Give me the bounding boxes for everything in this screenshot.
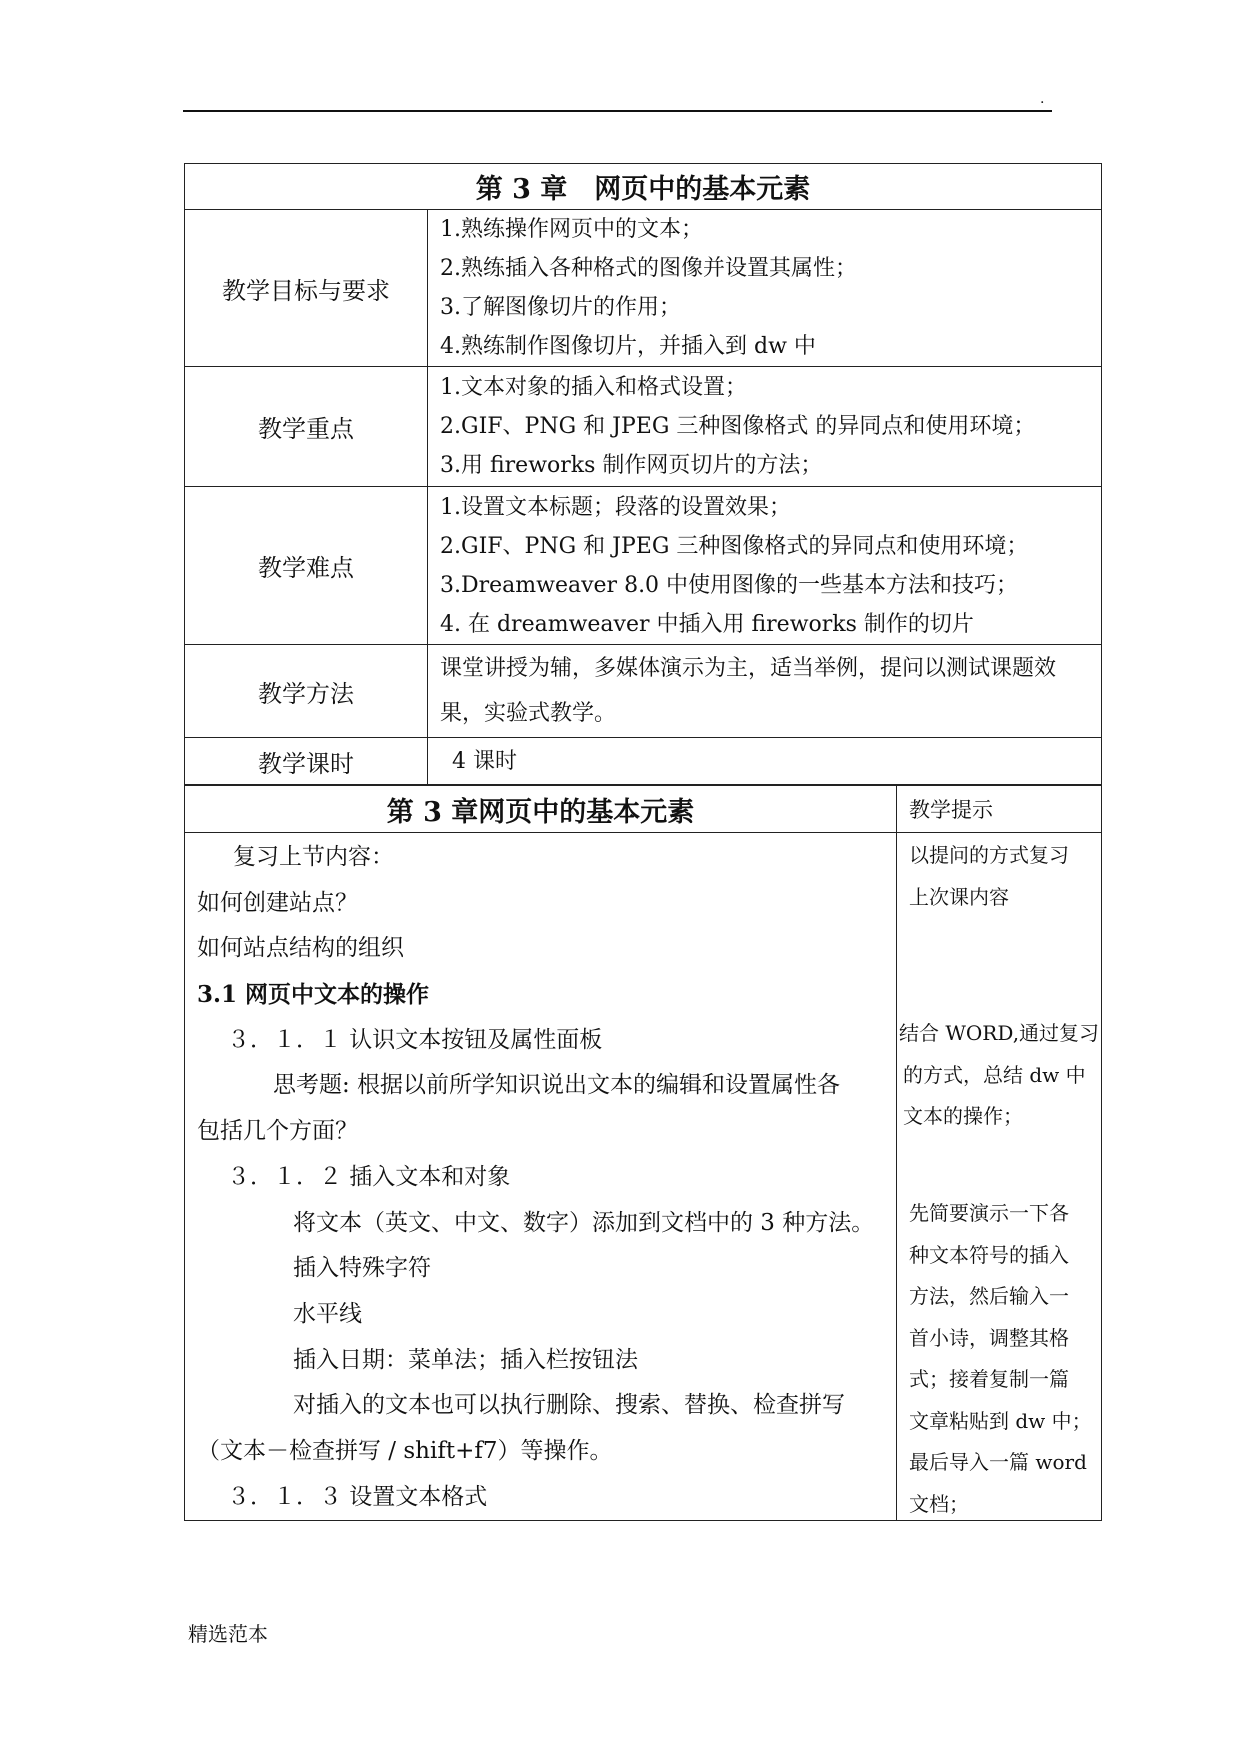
difficulties-content bbox=[428, 487, 1102, 645]
lesson-content bbox=[185, 833, 897, 1521]
list-item: 先简要演示一下各 bbox=[909, 1201, 1069, 1225]
list-item: 如何创建站点？ bbox=[197, 889, 358, 916]
hours-content bbox=[428, 738, 1102, 785]
row-label-objectives: 教学目标与要求 bbox=[185, 210, 428, 367]
list-item: 文章粘贴到 dw 中； bbox=[909, 1408, 1092, 1433]
list-item: 最后导入一篇 word bbox=[909, 1450, 1087, 1474]
list-item: 包括几个方面？ bbox=[197, 1118, 358, 1145]
course-info-table bbox=[184, 163, 1102, 785]
list-item: 2.熟练插入各种格式的图像并设置其属性； bbox=[440, 256, 857, 281]
table-row bbox=[185, 738, 1102, 785]
list-item: 将文本（英文、中文、数字）添加到文档中的 3 种方法。 bbox=[293, 1209, 875, 1236]
list-item: 对插入的文本也可以执行删除、搜索、替换、检查拼写 bbox=[293, 1392, 845, 1419]
list-item: 水平线 bbox=[293, 1300, 362, 1327]
list-item: （文本－检查拼写 / shift+f7）等操作。 bbox=[197, 1437, 613, 1464]
list-item: 复习上节内容： bbox=[233, 844, 394, 870]
list-item: 1.文本对象的插入和格式设置； bbox=[440, 375, 747, 400]
hint-block bbox=[897, 1013, 1101, 1138]
footer-text: 精选范本 bbox=[188, 1622, 268, 1646]
subsection-heading: ３．１．３ 设置文本格式 bbox=[227, 1483, 488, 1510]
chapter-title: 第 3 章 网页中的基本元素 bbox=[185, 164, 1102, 210]
list-item: 2.GIF、PNG 和 JPEG 三种图像格式 的异同点和使用环境； bbox=[440, 414, 1036, 439]
list-item: 1.熟练操作网页中的文本； bbox=[440, 217, 703, 242]
subsection-heading: ３．１．１ 认识文本按钮及属性面板 bbox=[227, 1026, 603, 1053]
list-item: 思考题: 根据以前所学知识说出文本的编辑和设置属性各 bbox=[273, 1072, 841, 1099]
lesson-title: 第 3 章网页中的基本元素 bbox=[185, 786, 897, 833]
list-item: 如何站点结构的组织 bbox=[197, 935, 404, 962]
list-item: 的方式，总结 dw 中 bbox=[903, 1062, 1086, 1087]
list-item: 种文本符号的插入 bbox=[909, 1242, 1069, 1267]
hint-header: 教学提示 bbox=[897, 786, 1102, 833]
list-item: 4. 在 dreamweaver 中插入用 fireworks 制作的切片 bbox=[440, 611, 974, 637]
list-item: 式；接着复制一篇 bbox=[909, 1367, 1069, 1391]
header-rule bbox=[183, 110, 1052, 112]
list-item: 以提问的方式复习 bbox=[909, 843, 1069, 867]
list-item: 文本的操作； bbox=[903, 1104, 1023, 1128]
table-row bbox=[185, 487, 1102, 645]
list-item: 4.熟练制作图像切片，并插入到 dw 中 bbox=[440, 334, 816, 359]
list-item: 结合 WORD,通过复习 bbox=[899, 1021, 1100, 1045]
subsection-heading: ３．１．２ 插入文本和对象 bbox=[227, 1163, 511, 1190]
lesson-table bbox=[184, 785, 1102, 1521]
list-item: 2.GIF、PNG 和 JPEG 三种图像格式的异同点和使用环境； bbox=[440, 533, 1029, 559]
list-item: 首小诗，调整其格 bbox=[909, 1325, 1069, 1350]
row-label-difficulties: 教学难点 bbox=[185, 487, 428, 645]
method-content bbox=[428, 645, 1102, 738]
list-item: 3.了解图像切片的作用； bbox=[440, 295, 681, 320]
row-label-method: 教学方法 bbox=[185, 645, 428, 738]
table-row bbox=[185, 645, 1102, 738]
list-item: 3.用 fireworks 制作网页切片的方法； bbox=[440, 453, 823, 478]
header-mark: . bbox=[1040, 91, 1045, 107]
row-label-hours: 教学课时 bbox=[185, 738, 428, 785]
list-item: 插入日期：菜单法；插入栏按钮法 bbox=[293, 1346, 638, 1373]
objectives-content bbox=[428, 210, 1102, 367]
section-heading: 3.1 网页中文本的操作 bbox=[197, 981, 430, 1009]
hint-block bbox=[897, 835, 1101, 918]
hint-block bbox=[897, 1193, 1101, 1525]
hints-column bbox=[897, 833, 1102, 1521]
hours-text: 4 课时 bbox=[452, 748, 517, 774]
list-item: 插入特殊字符 bbox=[293, 1255, 431, 1282]
method-text: 课堂讲授为辅，多媒体演示为主，适当举例，提问以测试课题效果，实验式教学。 bbox=[440, 656, 1057, 726]
key-points-content bbox=[428, 367, 1102, 487]
list-item: 文档； bbox=[909, 1491, 969, 1516]
list-item: 方法，然后输入一 bbox=[909, 1284, 1069, 1308]
list-item: 1.设置文本标题；段落的设置效果； bbox=[440, 494, 791, 520]
list-item: 3.Dreamweaver 8.0 中使用图像的一些基本方法和技巧； bbox=[440, 572, 1019, 598]
row-label-key-points: 教学重点 bbox=[185, 367, 428, 487]
table-row bbox=[185, 367, 1102, 487]
table-row bbox=[185, 210, 1102, 367]
list-item: 上次课内容 bbox=[909, 884, 1009, 909]
